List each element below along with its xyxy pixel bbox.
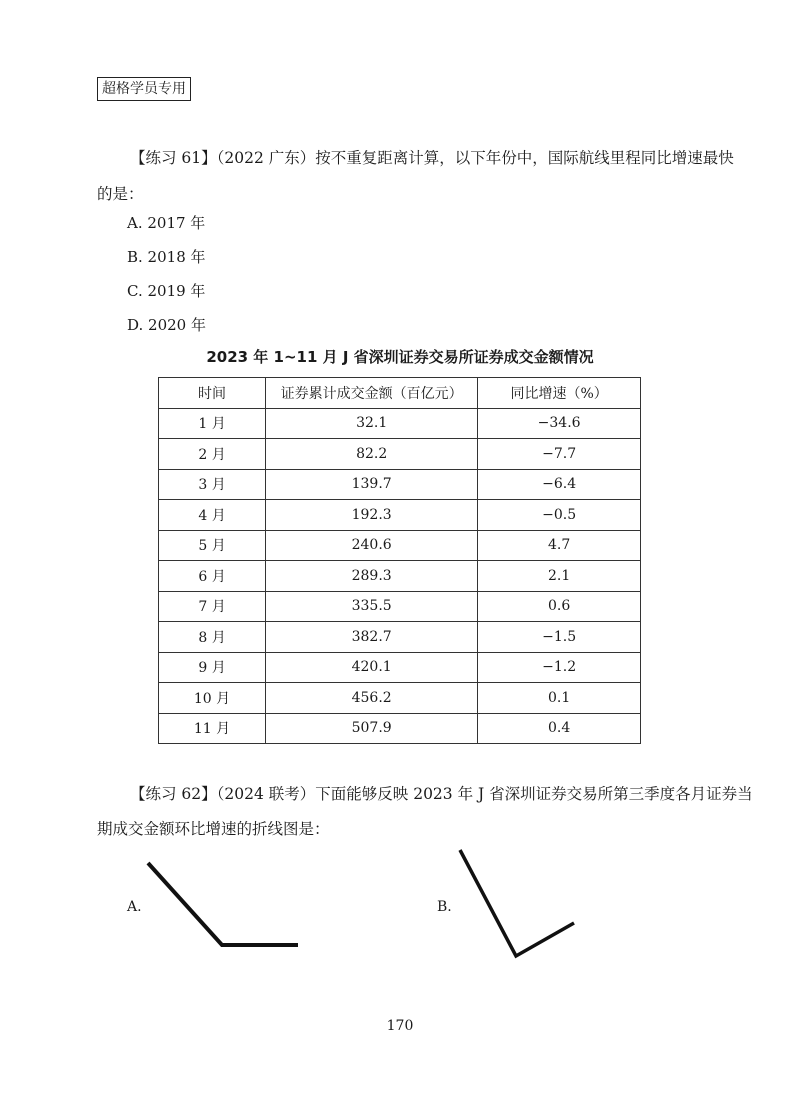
table-row bbox=[159, 622, 641, 653]
cell-month: 1 月 bbox=[159, 408, 266, 439]
cell-month: 4 月 bbox=[159, 500, 266, 531]
cell-month: 8 月 bbox=[159, 622, 266, 653]
cell-turnover: 456.2 bbox=[266, 683, 478, 714]
cell-growth: −0.5 bbox=[478, 500, 641, 531]
cell-month: 7 月 bbox=[159, 591, 266, 622]
figure-a-label: A. bbox=[127, 899, 142, 915]
sketch-b-polyline bbox=[460, 850, 574, 956]
header-time: 时间 bbox=[159, 378, 266, 409]
table-row bbox=[159, 500, 641, 531]
q61-stem-line2: 的是： bbox=[97, 185, 144, 203]
cell-growth: 0.1 bbox=[478, 683, 641, 714]
cell-growth: 2.1 bbox=[478, 561, 641, 592]
table-row bbox=[159, 439, 641, 470]
table-row bbox=[159, 652, 641, 683]
q61-option-c: C. 2019 年 bbox=[127, 282, 206, 300]
table-row bbox=[159, 561, 641, 592]
cell-growth: 0.6 bbox=[478, 591, 641, 622]
cell-turnover: 382.7 bbox=[266, 622, 478, 653]
cell-turnover: 82.2 bbox=[266, 439, 478, 470]
cell-month: 11 月 bbox=[159, 713, 266, 744]
cell-month: 6 月 bbox=[159, 561, 266, 592]
cell-turnover: 240.6 bbox=[266, 530, 478, 561]
page-number: 170 bbox=[386, 1018, 414, 1034]
cell-growth: −7.7 bbox=[478, 439, 641, 470]
cell-growth: −1.2 bbox=[478, 652, 641, 683]
table-row bbox=[159, 530, 641, 561]
cell-month: 5 月 bbox=[159, 530, 266, 561]
table-title: 2023 年 1~11 月 J 省深圳证券交易所证券成交金额情况 bbox=[206, 348, 594, 366]
q61-option-d: D. 2020 年 bbox=[127, 316, 206, 334]
student-only-stamp: 超格学员专用 bbox=[97, 77, 191, 101]
header-cumulative-turnover: 证券累计成交金额（百亿元） bbox=[266, 378, 478, 409]
cell-month: 10 月 bbox=[159, 683, 266, 714]
header-yoy-growth: 同比增速（%） bbox=[478, 378, 641, 409]
cell-turnover: 32.1 bbox=[266, 408, 478, 439]
line-sketch-b bbox=[450, 842, 590, 967]
cell-turnover: 420.1 bbox=[266, 652, 478, 683]
cell-growth: 4.7 bbox=[478, 530, 641, 561]
cell-month: 2 月 bbox=[159, 439, 266, 470]
cell-growth: −6.4 bbox=[478, 469, 641, 500]
table-row bbox=[159, 591, 641, 622]
cell-month: 3 月 bbox=[159, 469, 266, 500]
cell-turnover: 507.9 bbox=[266, 713, 478, 744]
q61-option-a: A. 2017 年 bbox=[127, 214, 206, 232]
table-row bbox=[159, 469, 641, 500]
figure-b-label: B. bbox=[437, 899, 452, 915]
cell-month: 9 月 bbox=[159, 652, 266, 683]
q61-option-b: B. 2018 年 bbox=[127, 248, 206, 266]
cell-turnover: 192.3 bbox=[266, 500, 478, 531]
table-row bbox=[159, 713, 641, 744]
cell-turnover: 289.3 bbox=[266, 561, 478, 592]
q62-stem-line2: 期成交金额环比增速的折线图是： bbox=[97, 820, 330, 838]
cell-growth: −34.6 bbox=[478, 408, 641, 439]
table-header-row bbox=[159, 378, 641, 409]
q61-stem-line1: 【练习 61】（2022 广东）按不重复距离计算，以下年份中，国际航线里程同比增速最快 bbox=[130, 149, 734, 167]
table-row bbox=[159, 683, 641, 714]
sketch-a-polyline bbox=[148, 863, 298, 945]
cell-turnover: 139.7 bbox=[266, 469, 478, 500]
table-row bbox=[159, 408, 641, 439]
cell-turnover: 335.5 bbox=[266, 591, 478, 622]
cell-growth: 0.4 bbox=[478, 713, 641, 744]
q62-stem-line1: 【练习 62】（2024 联考）下面能够反映 2023 年 J 省深圳证券交易所第三季度各月证券当 bbox=[130, 785, 753, 803]
line-sketch-a bbox=[140, 855, 310, 955]
cell-growth: −1.5 bbox=[478, 622, 641, 653]
securities-turnover-table bbox=[158, 377, 641, 744]
